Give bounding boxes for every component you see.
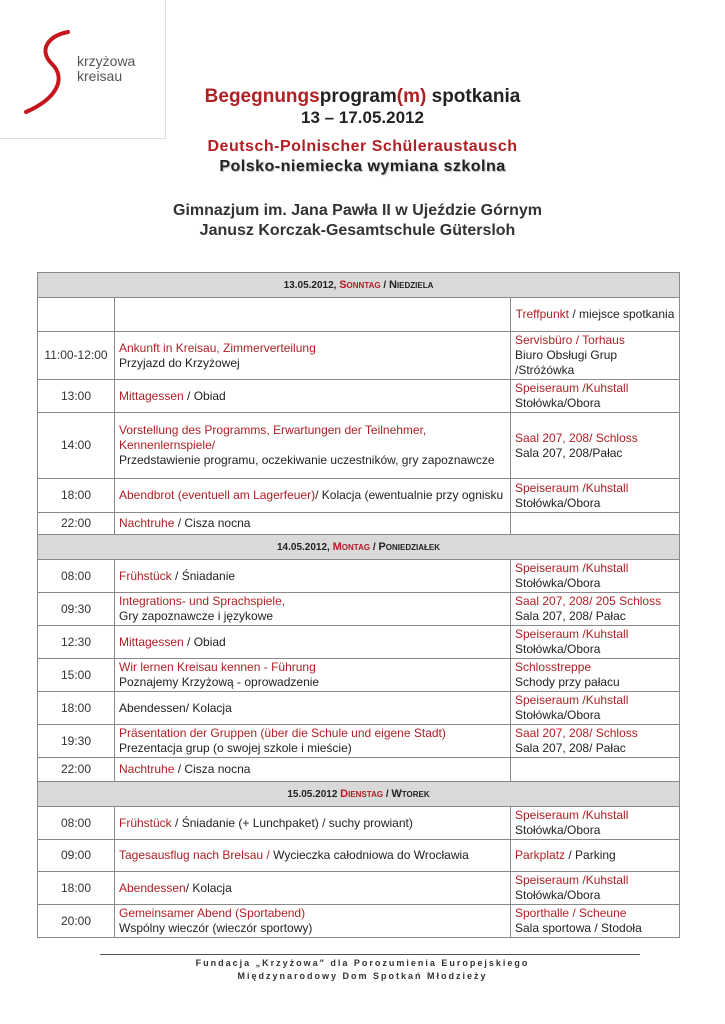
time-cell: 20:00 [38, 905, 115, 938]
place-de: Speiseraum /Kuhstall [515, 873, 629, 887]
place-pl: Sala 207, 208/ Pałac [515, 609, 626, 623]
activity-pl: / Obiad [183, 634, 226, 649]
activity-de: Vorstellung des Programms, Erwartungen der Teilnehmer, Kennenlernspiele/ [119, 423, 427, 452]
place-pl: Stołówka/Obora [515, 396, 601, 410]
activity-de: Wir lernen Kreisau kennen - Führung [119, 660, 316, 674]
footer-divider [100, 954, 640, 955]
place-de: Speiseraum /Kuhstall [515, 480, 629, 495]
place-pl: Stołówka/Obora [515, 642, 601, 656]
table-row [38, 560, 680, 593]
table-row [38, 840, 680, 872]
time-cell: 19:30 [38, 725, 115, 758]
activity-de: Tagesausflug nach Brelsau / [119, 848, 274, 862]
activity-cell [115, 758, 511, 782]
time-cell: 18:00 [38, 872, 115, 905]
place-cell [511, 380, 680, 413]
place-pl: Stołówka/Obora [515, 495, 601, 510]
activity-pl: / Cisza nocna [174, 516, 251, 530]
activity-pl: / Śniadanie (+ Lunchpaket) / suchy prowiant) [171, 815, 413, 830]
place-pl: Schody przy pałacu [515, 675, 620, 689]
logo-line2: kreisau [77, 68, 123, 84]
activity-cell [115, 659, 511, 692]
place-cell [511, 872, 680, 905]
title-part1: Begegnungs [204, 86, 320, 107]
time-cell: 12:30 [38, 626, 115, 659]
activity-pl: / Obiad [183, 388, 226, 403]
activity-cell [115, 332, 511, 380]
time-cell: 18:00 [38, 692, 115, 725]
day-header-row [38, 273, 680, 298]
school-name-1: Gimnazjum im. Jana Pawła II w Ujeździe Górnym [173, 202, 542, 219]
table-row [38, 692, 680, 725]
footer-line-2: Międzynarodowy Dom Spotkań Młodzieży [237, 971, 488, 981]
time-cell: 13:00 [38, 380, 115, 413]
title-part3: (m) [396, 86, 427, 107]
place-de: Speiseraum /Kuhstall [515, 693, 629, 707]
logo-text [77, 54, 135, 84]
activity-cell [115, 905, 511, 938]
place-header: Treffpunkt / miejsce spotkania [511, 298, 680, 332]
activity-de: Frühstück [119, 568, 172, 583]
time-cell: 09:30 [38, 593, 115, 626]
activity-de: Ankunft in Kreisau, Zimmerverteilung [119, 340, 316, 355]
place-pl: Stołówka/Obora [515, 576, 601, 590]
activity-de: Integrations- und Sprachspiele, [119, 594, 286, 608]
place-de: Servisbüro / Torhaus [515, 333, 625, 347]
table-row [38, 332, 680, 380]
day-header-row [38, 535, 680, 560]
day-header: 14.05.2012, Montag / Poniedziałek [38, 535, 680, 560]
place-pl: Stołówka/Obora [515, 823, 601, 837]
activity-pl: / Cisza nocna [174, 762, 251, 776]
activity-pl: / Kolacja [185, 880, 232, 895]
place-cell [511, 626, 680, 659]
activity-cell [115, 626, 511, 659]
place-de: Schlosstreppe [515, 660, 592, 674]
footer-line-1: Fundacja „Krzyżowa" dla Porozumienia Europejskiego [195, 958, 530, 968]
place-pl: / Parking [565, 848, 616, 862]
activity-de: Frühstück [119, 815, 172, 830]
activity-pl: Abendessen/ Kolacja [119, 700, 232, 715]
activity-cell [115, 840, 511, 872]
activity-cell [115, 513, 511, 535]
activity-pl: / Kolacja (ewentualnie przy ognisku [315, 488, 504, 502]
place-cell [511, 593, 680, 626]
time-cell: 14:00 [38, 413, 115, 479]
school-name-2: Janusz Korczak-Gesamtschule Gütersloh [199, 222, 516, 239]
title-part2: program [319, 86, 397, 107]
place-de: Speiseraum /Kuhstall [515, 627, 629, 641]
day-header: 13.05.2012, Sonntag / Niedziela [38, 273, 680, 298]
activity-de: Abendbrot (eventuell am Lagerfeuer) [119, 488, 316, 502]
activity-cell [115, 807, 511, 840]
time-cell: 22:00 [38, 513, 115, 535]
place-cell [511, 479, 680, 513]
time-cell: 15:00 [38, 659, 115, 692]
place-cell [511, 692, 680, 725]
place-de: Speiseraum /Kuhstall [515, 561, 629, 575]
activity-pl: Wycieczka całodniowa do Wrocławia [273, 848, 469, 862]
time-cell: 08:00 [38, 807, 115, 840]
activity-cell [115, 725, 511, 758]
subtitle-de: Deutsch-Polnischer Schüleraustausch [207, 138, 518, 155]
activity-pl: Poznajemy Krzyżową - oprowadzenie [119, 675, 320, 689]
place-cell [511, 725, 680, 758]
place-pl: Stołówka/Obora [515, 888, 601, 902]
place-cell [511, 413, 680, 479]
activity-cell [115, 872, 511, 905]
place-de: Speiseraum /Kuhstall [515, 381, 629, 395]
table-row [38, 807, 680, 840]
activity-de: Präsentation der Gruppen (über die Schule und eigene Stadt) [119, 726, 446, 740]
date-range: 13 – 17.05.2012 [301, 108, 424, 127]
table-row [38, 626, 680, 659]
table-row [38, 380, 680, 413]
activity-cell [115, 593, 511, 626]
table-row [38, 758, 680, 782]
place-cell [511, 807, 680, 840]
activity-cell [115, 692, 511, 725]
activity-de: Mittagessen [119, 634, 184, 649]
activity-de: Abendessen [119, 880, 186, 895]
time-cell: 11:00-12:00 [38, 332, 115, 380]
table-row [38, 725, 680, 758]
place-pl: Biuro Obsługi Grup /Stróżówka [515, 348, 618, 377]
activity-de: Gemeinsamer Abend (Sportabend) [119, 906, 306, 920]
table-row [38, 905, 680, 938]
logo-line1: krzyżowa [77, 53, 136, 69]
place-de: Saal 207, 208/ Schloss [515, 726, 638, 740]
activity-cell [115, 380, 511, 413]
activity-de: Nachtruhe [119, 762, 175, 776]
day-header: 15.05.2012 Dienstag / Wtorek [38, 782, 680, 807]
activity-pl: Prezentacja grup (o swojej szkole i mieście) [119, 741, 352, 755]
activity-cell [115, 479, 511, 513]
time-cell: 22:00 [38, 758, 115, 782]
page-title [0, 86, 725, 108]
day-header-row [38, 782, 680, 807]
activity-pl: Wspólny wieczór (wieczór sportowy) [119, 921, 313, 935]
activity-cell [115, 413, 511, 479]
place-de: Saal 207, 208/ 205 Schloss [515, 594, 662, 608]
activity-pl: Przedstawienie programu, oczekiwanie uczestników, gry zapoznawcze [119, 453, 495, 467]
activity-cell [115, 560, 511, 593]
schedule-table [37, 272, 680, 938]
activity-de: Nachtruhe [119, 516, 175, 530]
time-cell: 09:00 [38, 840, 115, 872]
table-row [38, 513, 680, 535]
place-cell [511, 840, 680, 872]
table-row [38, 659, 680, 692]
place-pl: Stołówka/Obora [515, 708, 601, 722]
activity-de: Mittagessen [119, 388, 184, 403]
time-cell: 18:00 [38, 479, 115, 513]
title-part4: spotkania [426, 86, 521, 107]
place-cell [511, 513, 680, 535]
place-de: Speiseraum /Kuhstall [515, 808, 629, 822]
place-de: Parkplatz [515, 848, 566, 862]
place-cell [511, 659, 680, 692]
table-row [38, 593, 680, 626]
time-cell: 08:00 [38, 560, 115, 593]
table-row [38, 872, 680, 905]
place-cell [511, 560, 680, 593]
table-row [38, 298, 680, 332]
activity-pl: Gry zapoznawcze i językowe [119, 609, 274, 623]
activity-pl: / Śniadanie [171, 568, 236, 583]
activity-pl: Przyjazd do Krzyżowej [119, 355, 240, 370]
place-de: Saal 207, 208/ Schloss [515, 430, 638, 445]
place-pl: Sala 207, 208/Pałac [515, 445, 623, 460]
table-row [38, 479, 680, 513]
place-cell [511, 905, 680, 938]
place-cell [511, 332, 680, 380]
place-pl: Sala sportowa / Stodoła [515, 921, 642, 935]
place-cell [511, 758, 680, 782]
table-row [38, 413, 680, 479]
subtitle-pl: Polsko-niemiecka wymiana szkolna [219, 158, 506, 175]
place-de: Sporthalle / Scheune [515, 906, 627, 920]
place-pl: Sala 207, 208/ Pałac [515, 741, 626, 755]
